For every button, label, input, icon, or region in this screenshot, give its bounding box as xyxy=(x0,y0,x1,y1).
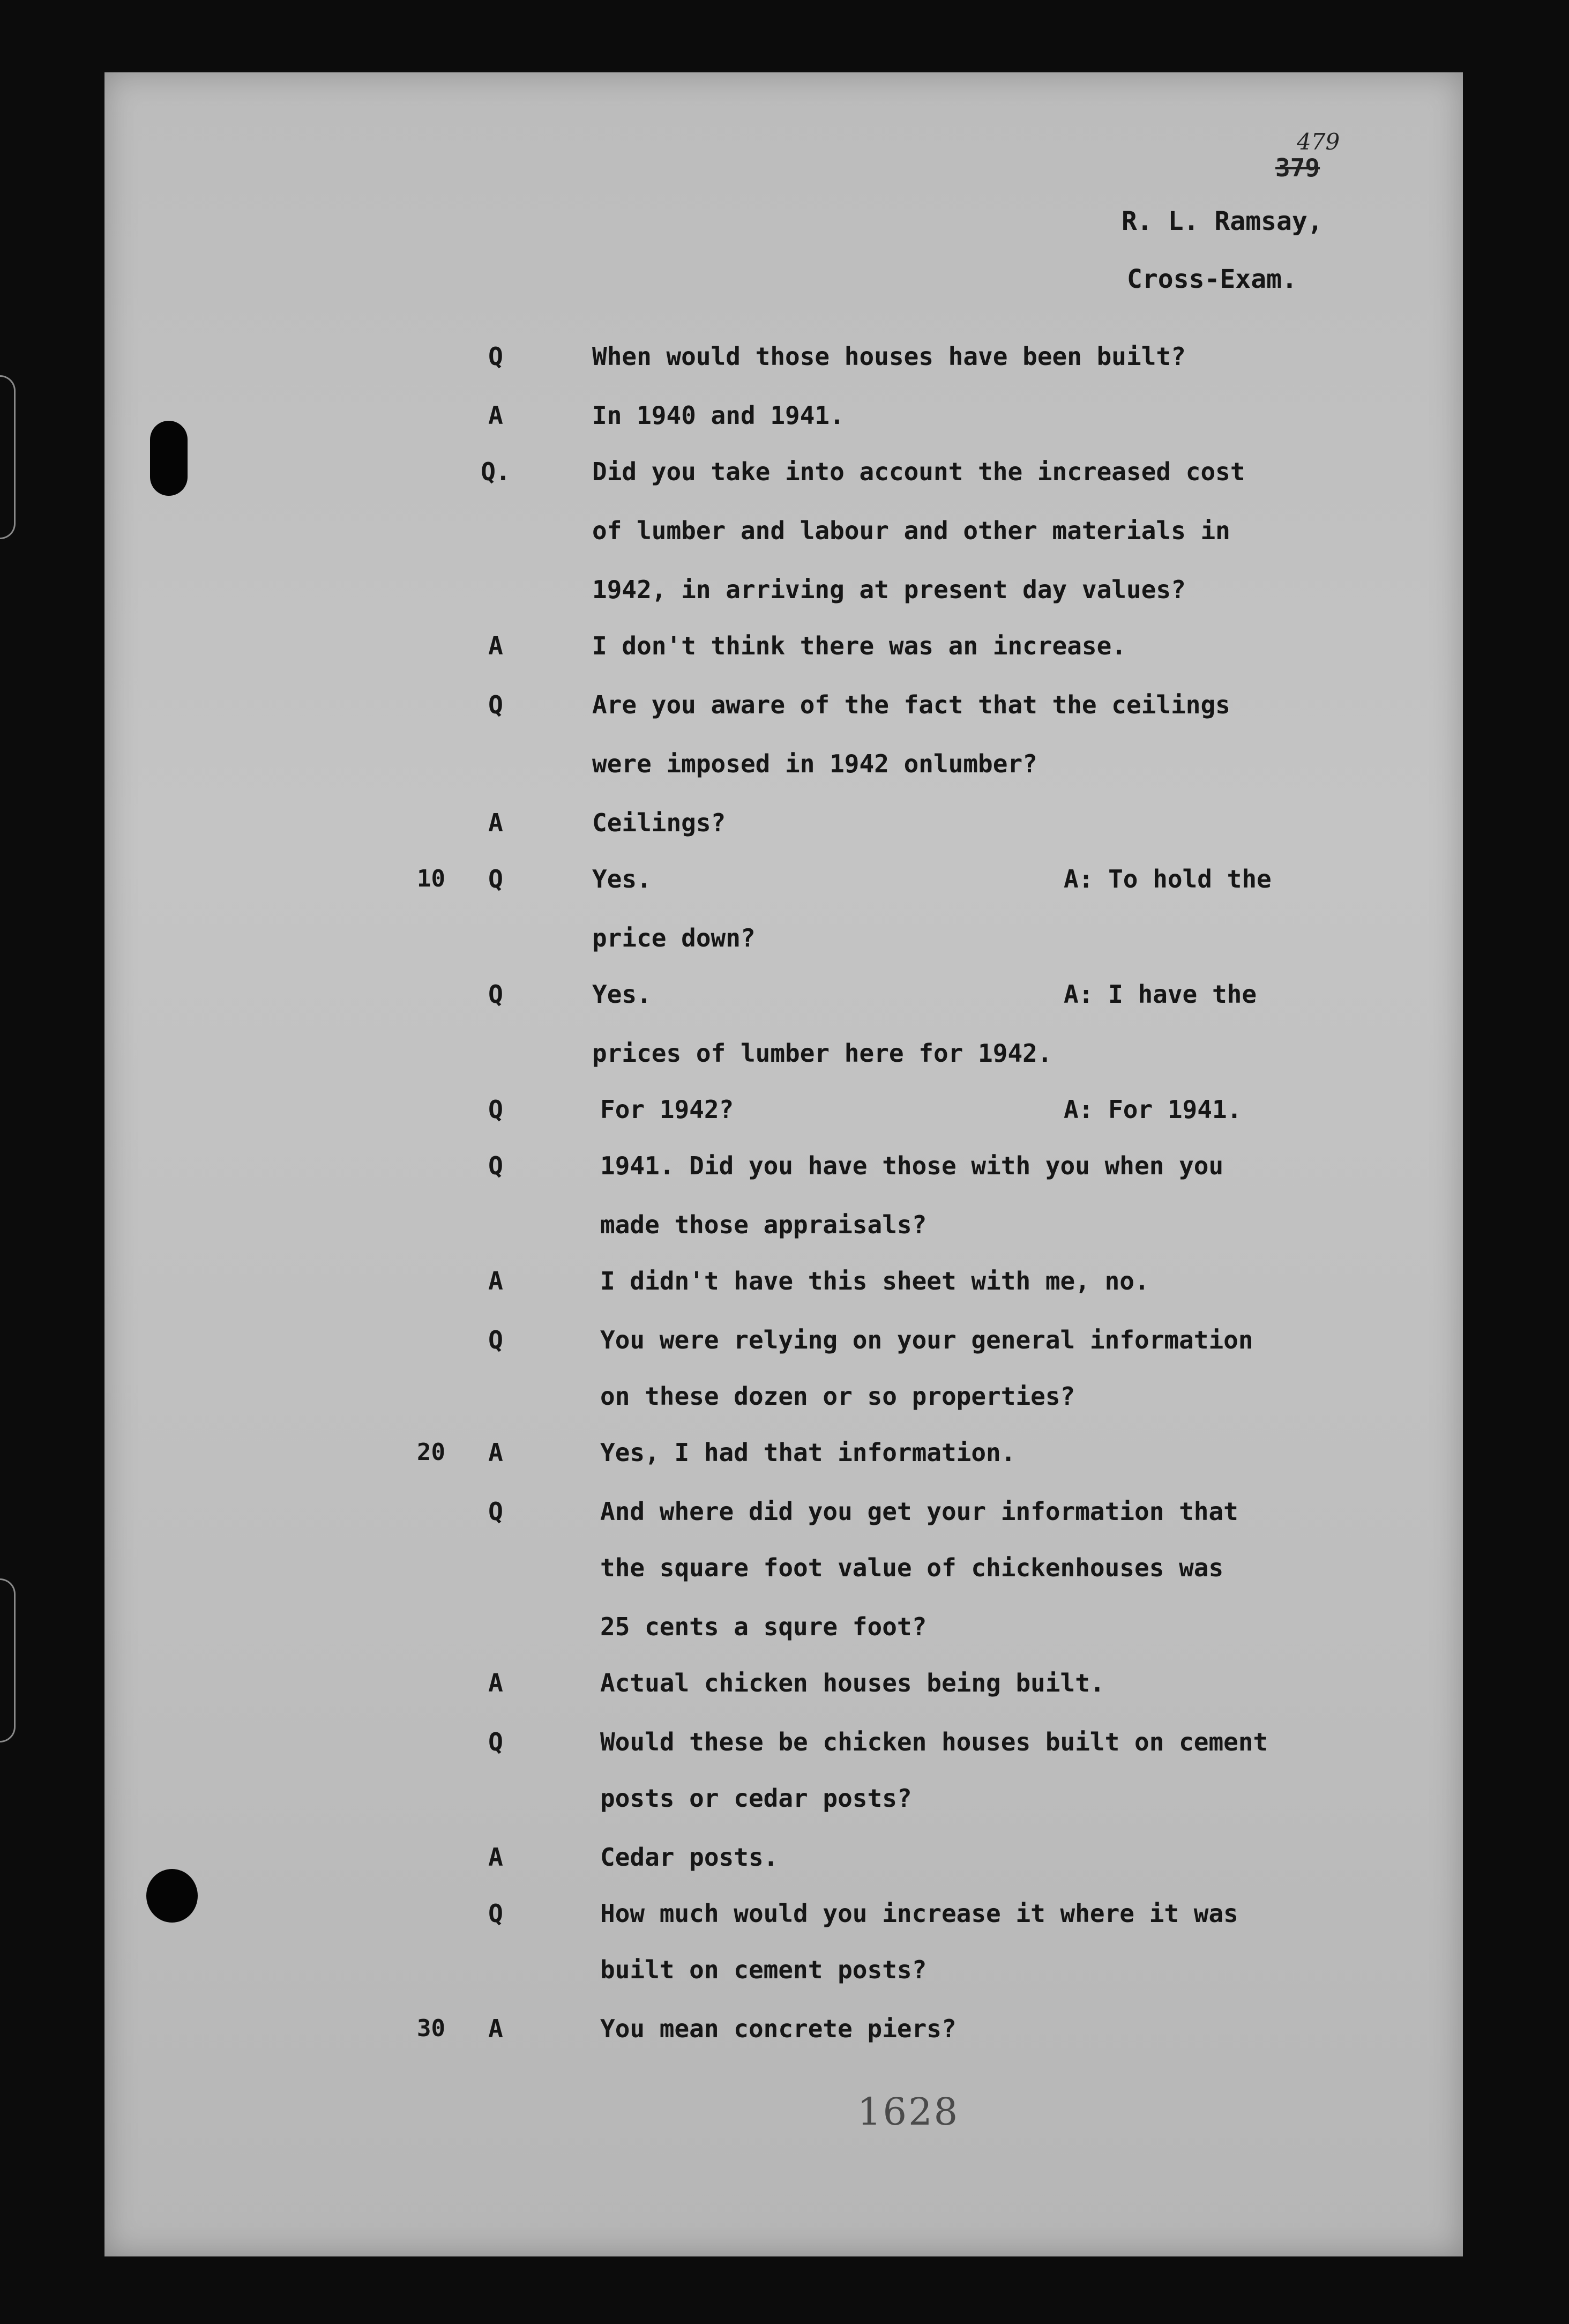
speaker-marker: A xyxy=(488,1668,503,1697)
speaker-marker: Q xyxy=(488,690,503,719)
transcript-line: Are you aware of the fact that the ceilings xyxy=(592,690,1230,719)
transcript-line: price down? xyxy=(592,923,756,952)
speaker-marker: A xyxy=(488,631,503,660)
punch-hole-top xyxy=(150,421,188,496)
inline-answer: A: For 1941. xyxy=(1064,1095,1242,1124)
transcript-line: Cedar posts. xyxy=(600,1843,779,1872)
transcript-line: 25 cents a squre foot? xyxy=(600,1612,927,1641)
speaker-marker: Q xyxy=(488,1095,503,1124)
speaker-marker: A xyxy=(488,808,503,837)
transcript-line: built on cement posts? xyxy=(600,1955,927,1984)
speaker-marker: Q xyxy=(488,980,503,1009)
transcript-line: How much would you increase it where it was xyxy=(600,1899,1238,1928)
speaker-marker: Q xyxy=(488,342,503,371)
transcript-line: 1941. Did you have those with you when you xyxy=(600,1151,1224,1180)
page-number-handwritten: 479 xyxy=(1297,129,1340,155)
speaker-marker: A xyxy=(488,2014,503,2043)
transcript-line: were imposed in 1942 onlumber? xyxy=(592,749,1037,778)
transcript-line: Yes. xyxy=(592,980,652,1009)
transcript-line: Did you take into account the increased cost xyxy=(592,457,1245,486)
transcript-line: You mean concrete piers? xyxy=(600,2014,957,2043)
line-number: 10 xyxy=(417,865,445,892)
transcript-line: Yes, I had that information. xyxy=(600,1438,1016,1467)
transcript-line: on these dozen or so properties? xyxy=(600,1382,1075,1411)
page-number-typed: 379 xyxy=(1275,153,1320,182)
punch-hole-bottom xyxy=(146,1869,198,1923)
transcript-page xyxy=(104,72,1463,2256)
transcript-line: made those appraisals? xyxy=(600,1210,927,1239)
speaker-marker: Q xyxy=(488,1497,503,1526)
transcript-line: For 1942? xyxy=(600,1095,734,1124)
film-edge-mark-bottom xyxy=(0,1578,16,1742)
speaker-marker: A xyxy=(488,401,503,430)
speaker-marker: Q xyxy=(488,1727,503,1756)
transcript-line: I didn't have this sheet with me, no. xyxy=(600,1267,1149,1295)
exam-section: Cross-Exam. xyxy=(1127,264,1297,294)
transcript-line: Would these be chicken houses built on cement xyxy=(600,1727,1268,1756)
line-number: 20 xyxy=(417,1439,445,1466)
transcript-line: Yes. xyxy=(592,865,652,893)
transcript-line: Actual chicken houses being built. xyxy=(600,1668,1105,1697)
speaker-marker: Q xyxy=(488,865,503,893)
frame-stamp-number: 1628 xyxy=(857,2090,960,2134)
transcript-line: of lumber and labour and other materials in xyxy=(592,516,1230,545)
transcript-line: When would those houses have been built? xyxy=(592,342,1186,371)
transcript-line: the square foot value of chickenhouses was xyxy=(600,1553,1224,1582)
speaker-marker: A xyxy=(488,1438,503,1467)
speaker-marker: Q xyxy=(488,1151,503,1180)
line-number: 30 xyxy=(417,2015,445,2042)
transcript-line: I don't think there was an increase. xyxy=(592,631,1126,660)
transcript-line: Ceilings? xyxy=(592,808,726,837)
transcript-line: prices of lumber here for 1942. xyxy=(592,1039,1052,1068)
transcript-line: You were relying on your general information xyxy=(600,1325,1253,1354)
transcript-line: 1942, in arriving at present day values? xyxy=(592,575,1186,604)
speaker-marker: Q. xyxy=(481,457,511,486)
speaker-marker: Q xyxy=(488,1325,503,1354)
speaker-marker: Q xyxy=(488,1899,503,1928)
transcript-line: And where did you get your information that xyxy=(600,1497,1238,1526)
transcript-line: In 1940 and 1941. xyxy=(592,401,845,430)
film-edge-mark-top xyxy=(0,375,16,539)
transcript-line: posts or cedar posts? xyxy=(600,1784,912,1813)
speaker-marker: A xyxy=(488,1843,503,1872)
inline-answer: A: I have the xyxy=(1064,980,1257,1009)
inline-answer: A: To hold the xyxy=(1064,865,1272,893)
witness-name: R. L. Ramsay, xyxy=(1122,206,1323,236)
speaker-marker: A xyxy=(488,1267,503,1295)
